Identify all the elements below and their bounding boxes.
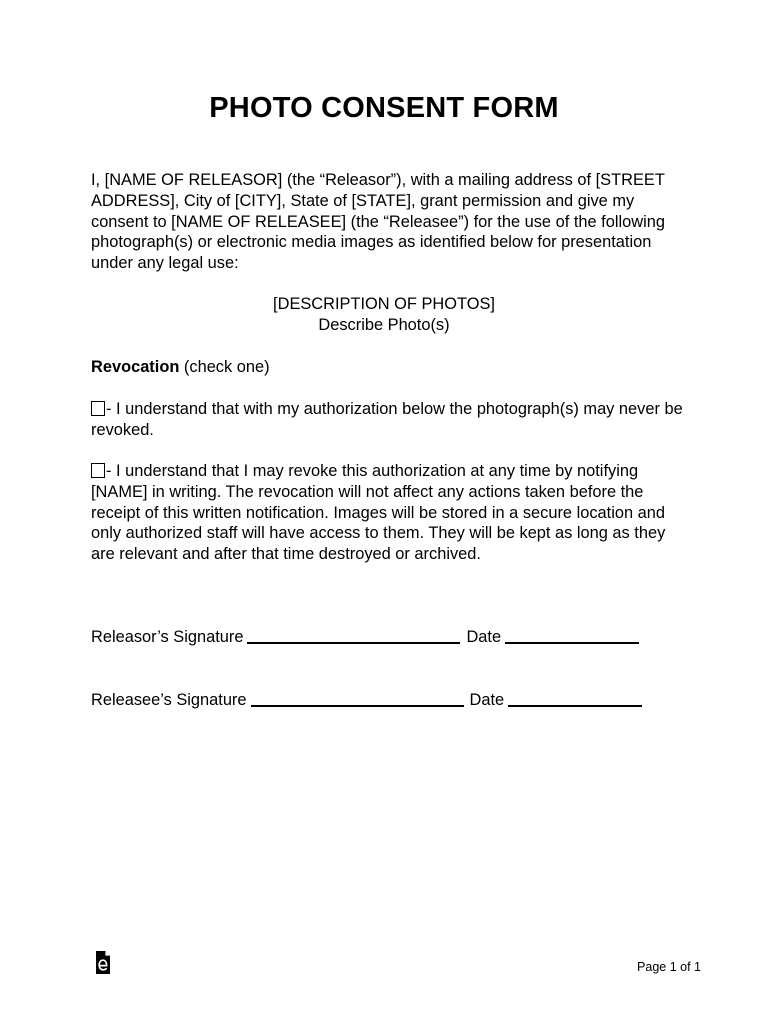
revocation-heading-row xyxy=(91,357,270,378)
photo-description-hint: Describe Photo(s) xyxy=(318,316,450,334)
releasee-date-label: Date xyxy=(469,691,505,709)
releasor-signature-field[interactable] xyxy=(247,628,460,644)
releasor-date-field[interactable] xyxy=(505,628,639,644)
releasor-signature-row xyxy=(91,627,639,648)
irrevocable-checkbox[interactable] xyxy=(91,401,105,416)
revocable-checkbox[interactable] xyxy=(91,463,105,478)
document-title: PHOTO CONSENT FORM xyxy=(209,92,559,124)
releasor-date-label: Date xyxy=(466,628,502,646)
intro-paragraph: I, [NAME OF RELEASOR] (the “Releasor”), with a mailing address of [STREET ADDRESS], City of [CITY], State of [STATE], grant permission and give my consent to [NAME OF RELEASEE] (the “Releasee”) for the use of the following photograph(s) or electronic media images as identified below for presentation under any legal use: xyxy=(91,171,665,273)
revocable-option-text: - I understand that I may revoke this authorization at any time by notifying [NAME] in writing. The revocation will not affect any actions taken before the receipt of this written notification. Images will be stored in a secure location and only authorized staff will have access to them. They will be kept as long as they are relevant and after that time destroyed or archived. xyxy=(91,462,666,564)
revocation-heading: Revocation xyxy=(91,358,180,376)
revocation-option-irrevocable xyxy=(91,399,691,441)
releasee-signature-row xyxy=(91,690,642,711)
photo-description-placeholder: [DESCRIPTION OF PHOTOS] xyxy=(273,295,495,313)
page-number: Page 1 of 1 xyxy=(637,960,701,974)
releasee-signature-label: Releasee’s Signature xyxy=(91,691,247,709)
releasee-date-field[interactable] xyxy=(508,691,642,707)
releasor-signature-label: Releasor’s Signature xyxy=(91,628,244,646)
revocation-option-revocable xyxy=(91,461,691,565)
releasee-signature-field[interactable] xyxy=(251,691,464,707)
photo-description-block xyxy=(0,294,768,336)
irrevocable-option-text: - I understand that with my authorization below the photograph(s) may never be revoked. xyxy=(91,400,683,439)
revocation-instruction: (check one) xyxy=(183,358,270,376)
eforms-logo-icon xyxy=(94,950,112,976)
